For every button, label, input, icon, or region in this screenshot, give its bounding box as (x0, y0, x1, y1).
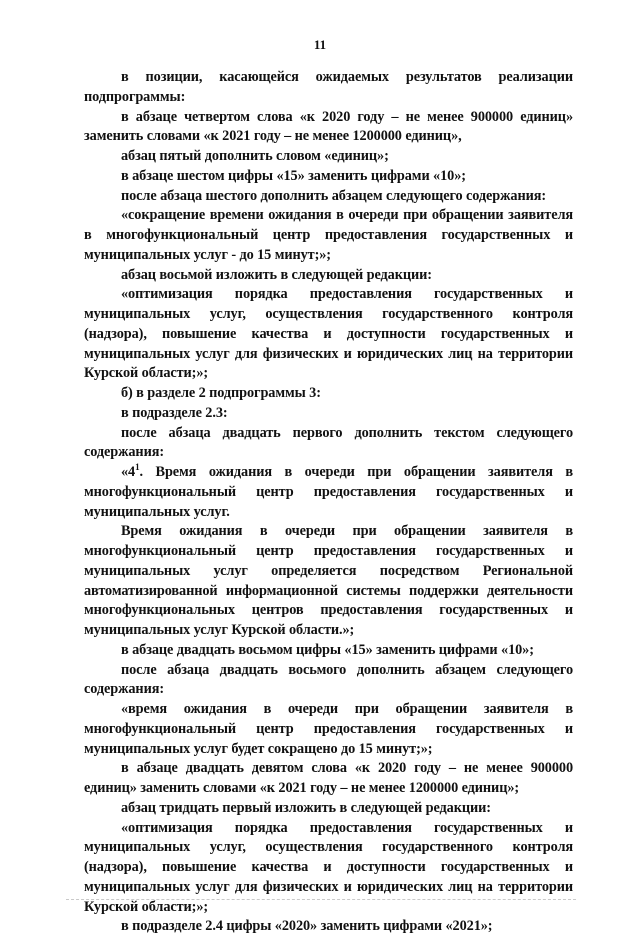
paragraph: Время ожидания в очереди при обращении заявителя в многофункциональный центр предоставления государственных и муниципальных услуг определяется посредством Региональной автоматизированной информационной системы поддержки деятельности многофункциональных центров предоставления государственных и муниципальных услуг Курской области.»; (84, 523, 573, 638)
paragraph: после абзаца двадцать восьмого дополнить абзацем следующего содержания: (84, 661, 573, 698)
paragraph: в подразделе 2.3: (121, 404, 228, 421)
superscript: 1 (135, 462, 140, 473)
paragraph: в подразделе 2.4 цифры «2020» заменить цифрами «2021»; (121, 918, 493, 935)
section-item-paragraph (84, 463, 573, 522)
section-item-prefix: «4 (121, 464, 136, 480)
paragraph: «время ожидания в очереди при обращении заявителя в многофункциональный центр предоставления государственных и муниципальных услуг будет сокращено до 15 минут;»; (84, 701, 573, 757)
paragraph: в абзаце четвертом слова «к 2020 году – не менее 900000 единиц» заменить словами «к 2021 году – не менее 1200000 единиц», (84, 108, 573, 145)
paragraph: в абзаце двадцать восьмом цифры «15» заменить цифрами «10»; (121, 641, 534, 658)
paragraph: в абзаце шестом цифры «15» заменить цифрами «10»; (121, 167, 466, 184)
paragraph: «оптимизация порядка предоставления государственных и муниципальных услуг, осуществления государственного контроля (надзора), повышение качества и доступности государственных и муниципальных услуг для физических и юридических лиц на территории Курской области;»; (84, 819, 573, 915)
paragraph: в позиции, касающейся ожидаемых результатов реализации подпрограммы: (84, 69, 573, 105)
paragraph: в абзаце двадцать девятом слова «к 2020 году – не менее 900000 единиц» заменить словами «к 2021 году – не менее 1200000 единиц»; (84, 760, 573, 796)
paragraph: абзац тридцать первый изложить в следующей редакции: (121, 799, 491, 816)
paragraph: абзац пятый дополнить словом «единиц»; (121, 148, 389, 164)
paragraph: абзац восьмой изложить в следующей редакции: (121, 266, 432, 283)
page-number: 11 (313, 37, 327, 52)
paragraph: после абзаца шестого дополнить абзацем следующего содержания: (121, 187, 547, 204)
paragraph: б) в разделе 2 подпрограммы 3: (121, 385, 321, 401)
paragraph: «сокращение времени ожидания в очереди при обращении заявителя в многофункциональный центр предоставления государственных и муниципальных услуг - до 15 минут;»; (84, 207, 573, 263)
document-body (84, 68, 573, 937)
page-bottom-border (66, 899, 576, 900)
section-item-text: . Время ожидания в очереди при обращении заявителя в многофункциональный центр предоставления государственных и муниципальных услуг. (84, 464, 573, 520)
paragraph: после абзаца двадцать первого дополнить текстом следующего содержания: (84, 424, 573, 461)
paragraph: «оптимизация порядка предоставления государственных и муниципальных услуг, осуществления государственного контроля (надзора), повышение качества и доступности государственных и муниципальных услуг для физических и юридических лиц на территории Курской области;»; (84, 286, 573, 382)
